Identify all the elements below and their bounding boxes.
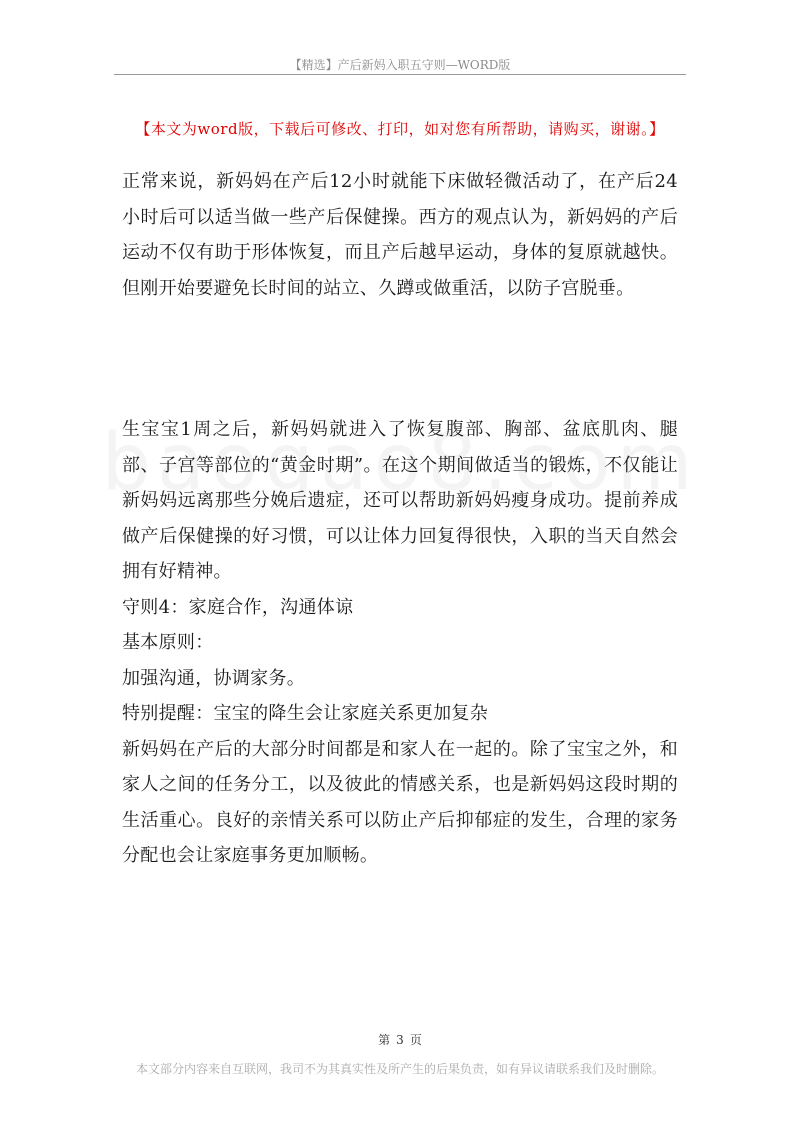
document-body — [122, 164, 678, 874]
principle-text: 加强沟通，协调家务。 — [122, 667, 305, 689]
page-number-suffix: 页 — [409, 1033, 422, 1047]
paragraph-golden-period: 生宝宝1周之后，新妈妈就进入了恢复腹部、胸部、盆底肌肉、腿部、子宫等部位的“黄金时期”。在这个期间做适当的锻炼，不仅能让新妈妈远离那些分娩后遗症，还可以帮助新妈妈瘦身成功。提前养成做产后保健操的好习惯，可以让体力回复得很快，入职的当天自然会拥有好精神。 — [122, 419, 678, 582]
special-reminder: 特别提醒：宝宝的降生会让家庭关系更加复杂 — [122, 703, 488, 724]
page-footer-disclaimer: 本文部分内容来自互联网，我司不为其真实性及所产生的后果负责，如有异议请联系我们及时删除。 — [135, 1062, 664, 1076]
paragraph-gap — [122, 306, 678, 412]
rule-heading: 守则4：家庭合作，沟通体谅 — [122, 596, 354, 618]
principle-label: 基本原则： — [122, 632, 214, 653]
page-number — [0, 1031, 800, 1048]
paragraph-family-relations: 新妈妈在产后的大部分时间都是和家人在一起的。除了宝宝之外，和家人之间的任务分工，以及彼此的情感关系，也是新妈妈这段时期的生活重心。良好的亲情关系可以防止产后抑郁症的发生，合理的家务分配也会让家庭事务更加顺畅。 — [122, 738, 678, 866]
page-number-value: 3 — [396, 1033, 404, 1047]
purchase-notice: 【本文为word版，下载后可修改、打印，如对您有所帮助，请购买，谢谢。】 — [135, 120, 665, 138]
page-header: 【精选】产后新妈入职五守则—WORD版 — [289, 58, 511, 72]
paragraph-exercise-timing: 正常来说，新妈妈在产后12小时就能下床做轻微活动了，在产后24小时后可以适当做一些产后保健操。西方的观点认为，新妈妈的产后运动不仅有助于形体恢复，而且产后越早运动，身体的复原就越快。但刚开始要避免长时间的站立、久蹲或做重活，以防子宫脱垂。 — [122, 171, 678, 299]
page-number-prefix: 第 — [378, 1033, 391, 1047]
header-divider — [114, 74, 686, 75]
